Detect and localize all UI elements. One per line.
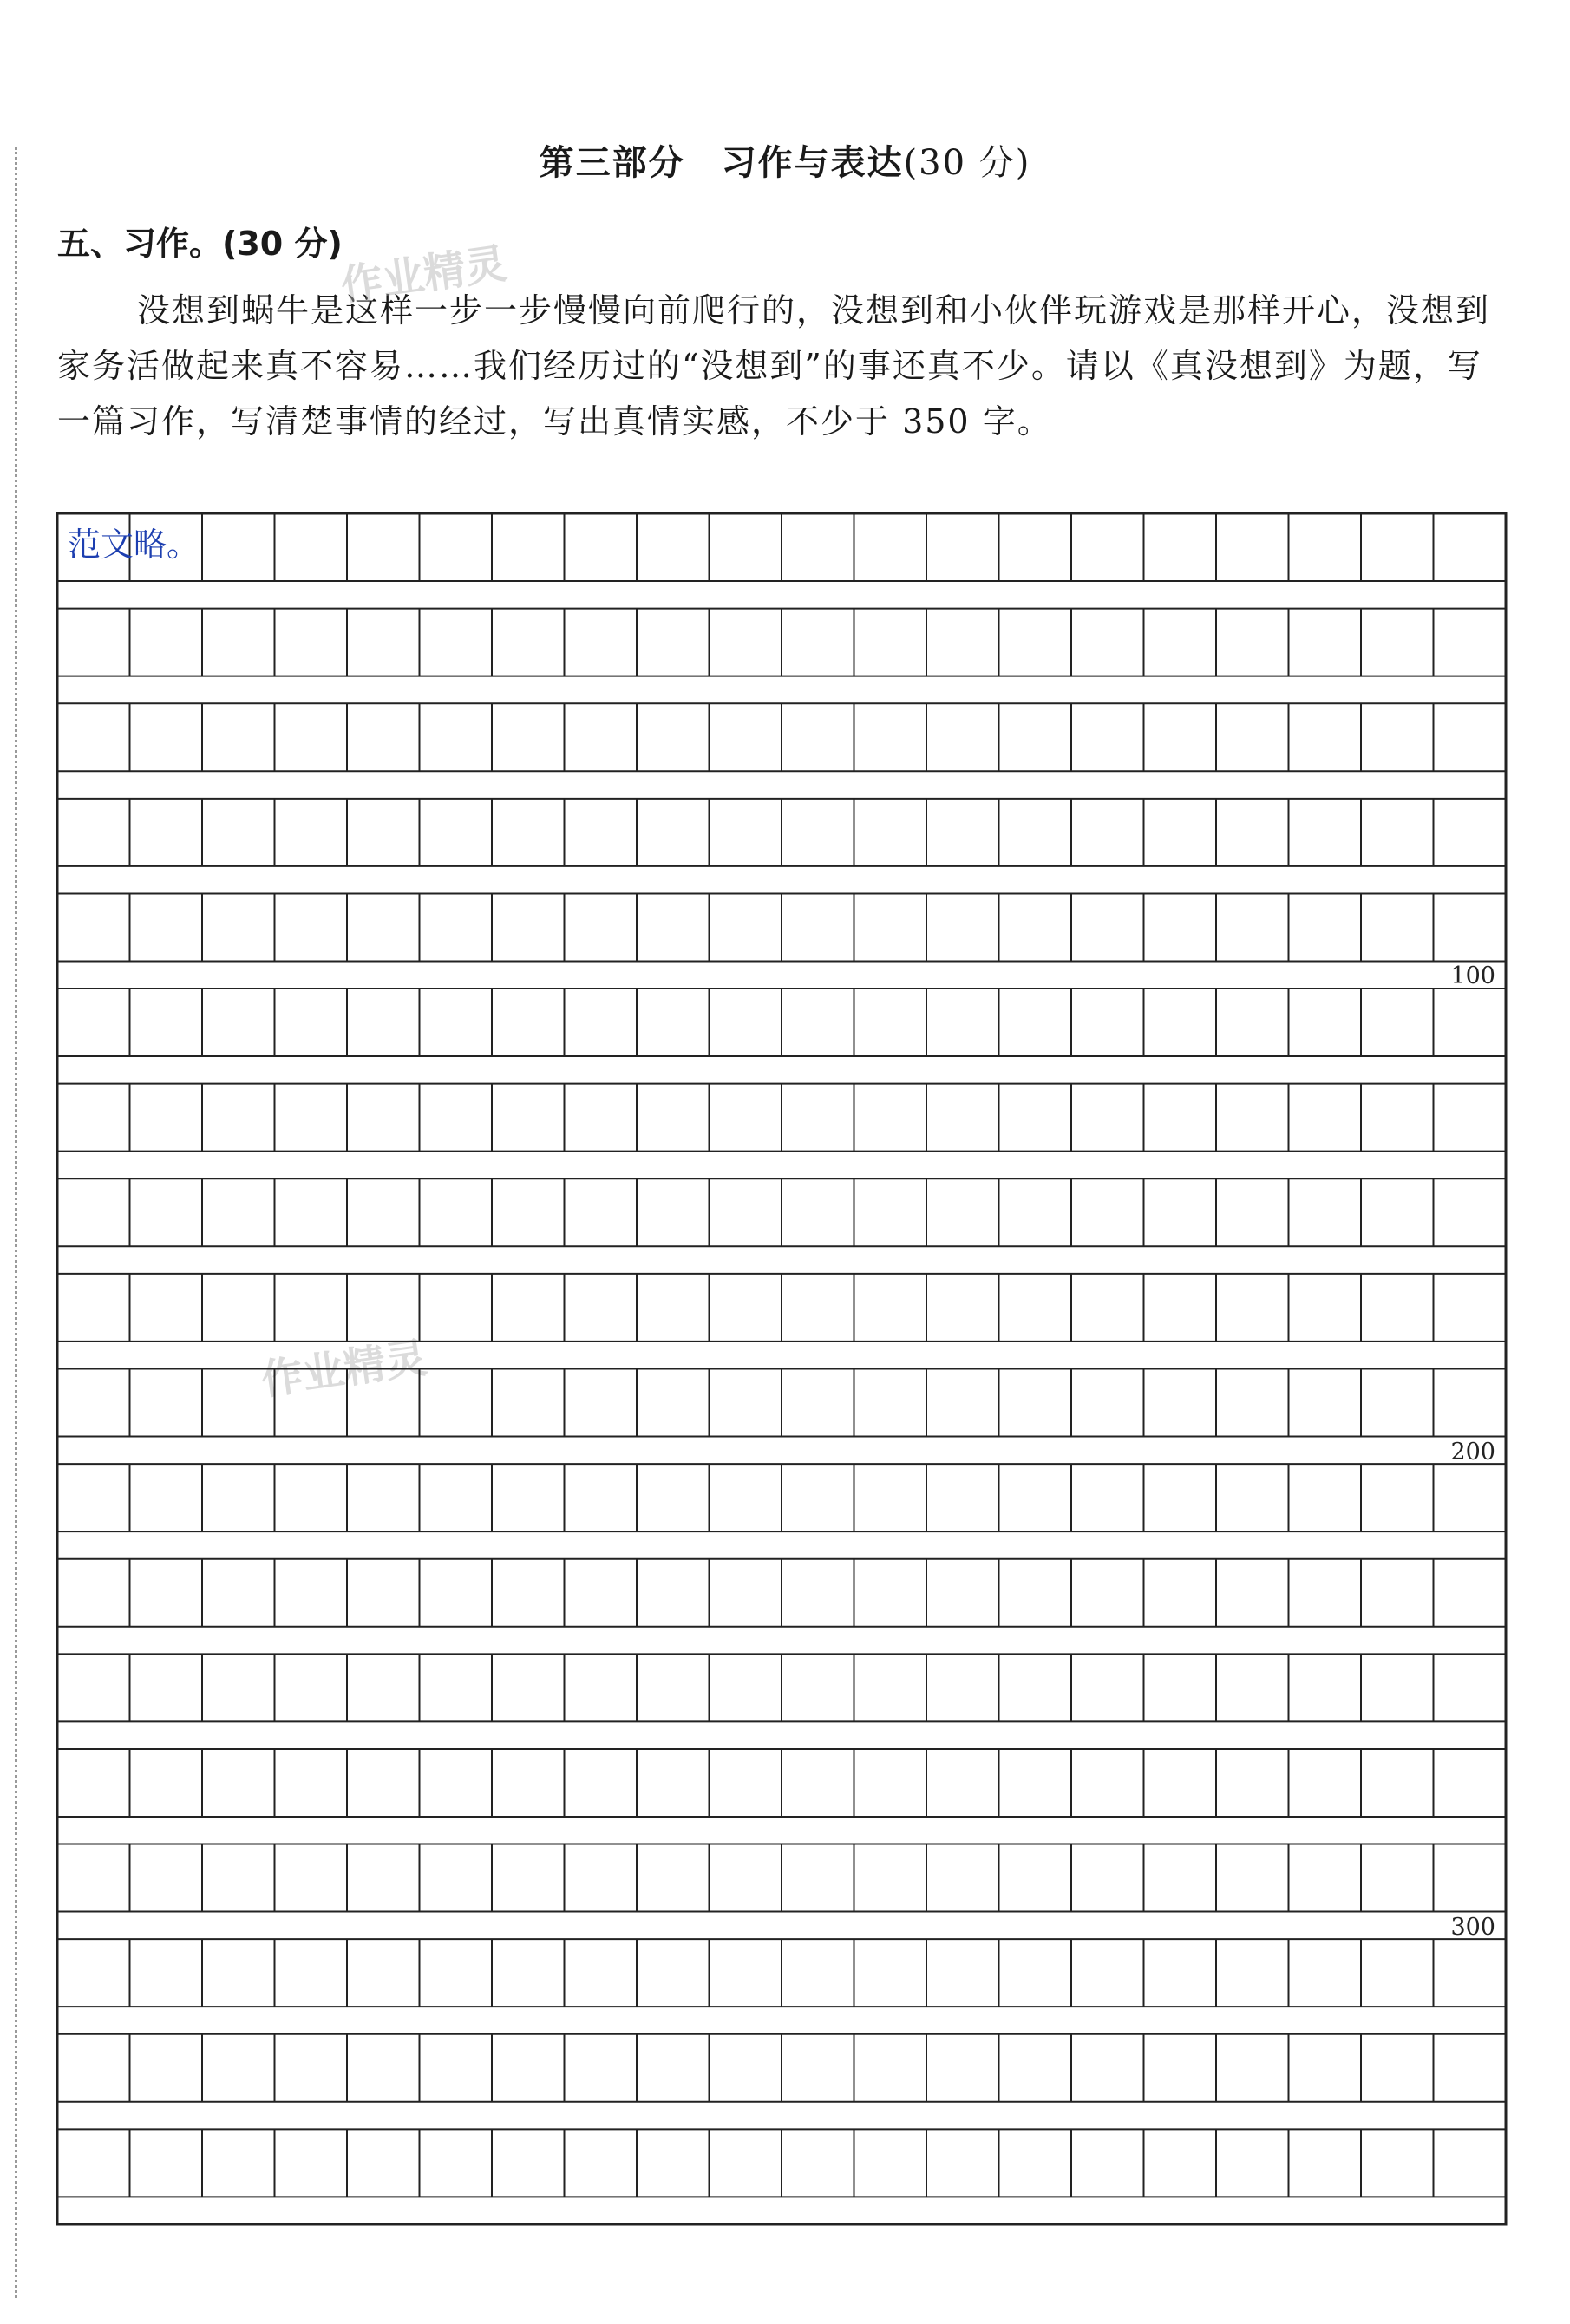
- section-title-text: 第三部分 习作与表达: [539, 142, 904, 183]
- question-title: 五、习作。(30 分): [57, 225, 343, 263]
- watermark: 作业精灵: [337, 238, 510, 311]
- question-prompt: 没想到蜗牛是这样一步一步慢慢向前爬行的，没想到和小伙伴玩游戏是那样开心，没想到家务活做起来真不容易……我们经历过的“没想到”的事还真不少。请以《真没想到》为题，写一篇习作，写清楚事情的经过，写出真情实感，不少于 350 字。: [57, 291, 1491, 441]
- word-count-marker-100: 100: [1450, 963, 1495, 990]
- word-count-marker-300: 300: [1450, 1913, 1495, 1941]
- answer-text: 范文略。: [68, 526, 200, 564]
- watermark: 作业精灵: [258, 1333, 430, 1406]
- section-score: (30 分): [903, 143, 1031, 183]
- word-count-marker-200: 200: [1450, 1438, 1495, 1466]
